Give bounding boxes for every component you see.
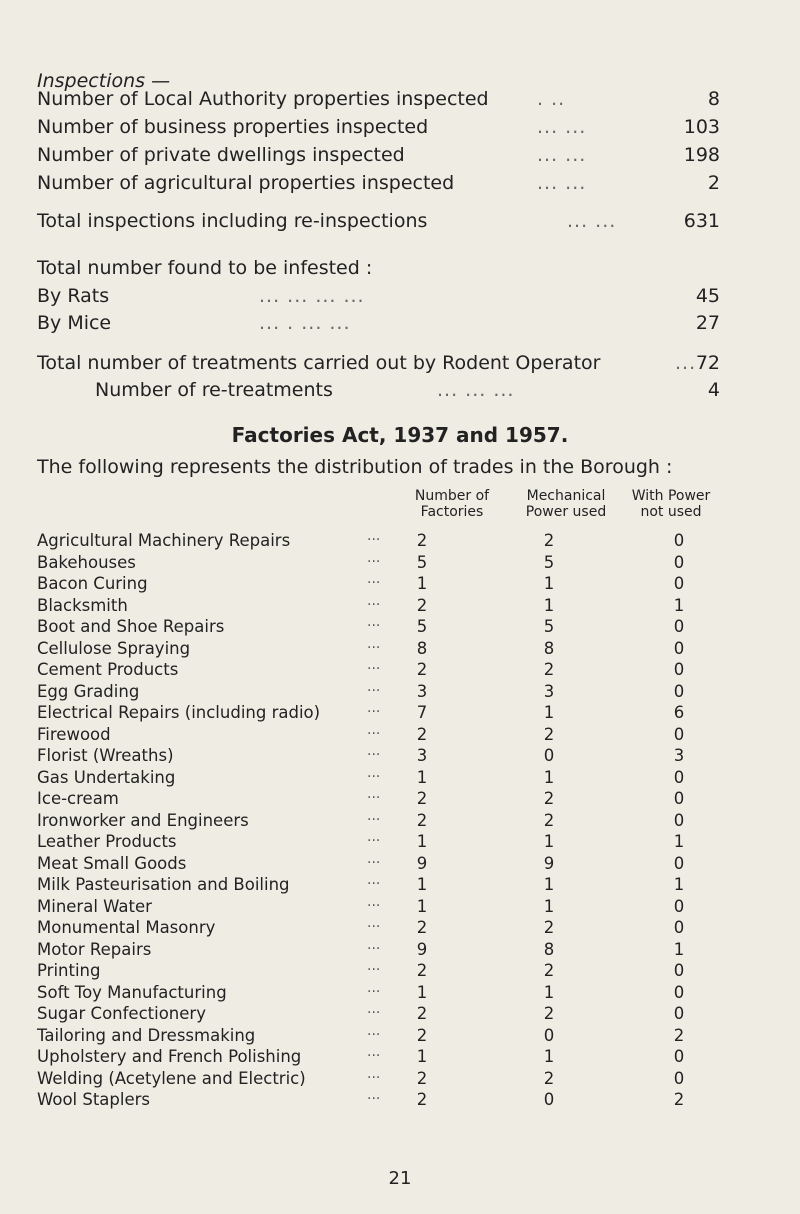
- mechanical-power-count: 5: [543, 617, 555, 636]
- leader-dots: ···: [367, 833, 381, 849]
- table-row: [37, 810, 737, 831]
- mechanical-power-count: 2: [543, 810, 555, 830]
- table-row: [37, 530, 737, 551]
- table-row: [37, 960, 737, 981]
- factories-count: 2: [416, 810, 428, 830]
- factories-count: 1: [416, 767, 428, 787]
- row-label: Number of private dwellings inspected: [37, 144, 405, 166]
- table-row: [37, 595, 737, 616]
- factories-count: 8: [416, 638, 428, 658]
- leader-dots: ···: [367, 1005, 381, 1021]
- column-header-factories: [392, 488, 512, 520]
- table-row: [37, 1089, 737, 1110]
- mechanical-power-count: 2: [543, 789, 555, 808]
- table-row: [37, 917, 737, 938]
- row-label: Total inspections including re-inspections: [37, 210, 428, 232]
- mechanical-power-count: 0: [543, 746, 555, 765]
- without-power-count: 0: [673, 660, 685, 679]
- factories-count: 2: [416, 1004, 428, 1023]
- without-power-count: 2: [673, 1025, 685, 1045]
- table-row: [37, 874, 737, 895]
- row-value: 631: [683, 210, 720, 232]
- table-row: [37, 616, 737, 637]
- column-header-line: Number of: [414, 488, 490, 504]
- leader-dots: ···: [367, 919, 381, 935]
- trade-name: Bakehouses: [37, 552, 136, 572]
- trade-name: Printing: [37, 961, 101, 980]
- leader-dots: ···: [367, 790, 381, 806]
- without-power-count: 0: [673, 681, 685, 701]
- leader-dots: ···: [367, 983, 381, 1000]
- mechanical-power-count: 2: [543, 961, 555, 980]
- factories-count: 5: [416, 552, 428, 572]
- table-row: [37, 659, 737, 680]
- factories-count: 2: [416, 660, 428, 679]
- trade-name: Meat Small Goods: [37, 853, 187, 873]
- table-row: [37, 1025, 737, 1046]
- without-power-count: 0: [673, 918, 685, 937]
- table-row: [37, 896, 737, 917]
- mechanical-power-count: 1: [543, 875, 555, 894]
- leader-dots: ···: [367, 596, 381, 613]
- column-header-line: With Power: [631, 488, 711, 504]
- trade-name: Milk Pasteurisation and Boiling: [37, 875, 290, 894]
- mechanical-power-count: 2: [543, 1004, 555, 1023]
- table-row: [37, 724, 737, 745]
- trade-name: Monumental Masonry: [37, 918, 216, 937]
- table-row: [37, 767, 737, 788]
- mechanical-power-count: 1: [543, 832, 555, 851]
- trade-name: Tailoring and Dressmaking: [37, 1025, 256, 1045]
- inspection-row: [37, 142, 720, 168]
- factories-count: 3: [416, 746, 428, 765]
- mechanical-power-count: 9: [543, 853, 555, 873]
- mechanical-power-count: 1: [543, 767, 555, 787]
- leader-dots: ···: [367, 811, 381, 828]
- row-value: 2: [707, 172, 720, 194]
- trade-name: Motor Repairs: [37, 939, 152, 959]
- trade-name: Bacon Curing: [37, 574, 148, 593]
- leader-dots: ···: [367, 661, 381, 677]
- leader-dots: ···: [367, 747, 381, 763]
- factories-count: 9: [416, 853, 428, 873]
- factories-count: 1: [416, 574, 428, 593]
- factories-count: 2: [416, 531, 428, 550]
- row-value: 8: [707, 88, 720, 110]
- factories-count: 9: [416, 939, 428, 959]
- leader-dots: ... ...: [537, 116, 587, 138]
- trade-name: Agricultural Machinery Repairs: [37, 531, 291, 550]
- without-power-count: 0: [673, 767, 685, 787]
- leader-dots: ···: [367, 962, 381, 978]
- table-row: [37, 788, 737, 809]
- mechanical-power-count: 3: [543, 681, 555, 701]
- trade-name: Firewood: [37, 724, 111, 744]
- leader-dots: ···: [367, 532, 381, 548]
- without-power-count: 1: [673, 875, 685, 894]
- mechanical-power-count: 2: [543, 531, 555, 550]
- infested-heading: [37, 255, 720, 281]
- mechanical-power-count: 1: [543, 982, 555, 1002]
- row-label: Total number found to be infested :: [37, 257, 373, 279]
- trade-name: Florist (Wreaths): [37, 746, 174, 765]
- table-row: [37, 681, 737, 702]
- table-row: [37, 702, 737, 723]
- leader-dots: ···: [367, 682, 381, 699]
- mechanical-power-count: 2: [543, 1068, 555, 1088]
- factories-count: 1: [416, 875, 428, 894]
- leader-dots: ···: [367, 940, 381, 957]
- mechanical-power-count: 1: [543, 1047, 555, 1066]
- without-power-count: 0: [673, 1047, 685, 1066]
- factories-count: 2: [416, 789, 428, 808]
- page-number: 21: [388, 1168, 412, 1189]
- total-inspections-row: [37, 208, 720, 234]
- leader-dots: ... ...: [567, 210, 617, 232]
- row-value: 198: [683, 144, 720, 166]
- row-label: By Mice: [37, 312, 112, 334]
- mechanical-power-count: 0: [543, 1090, 555, 1109]
- factories-count: 1: [416, 832, 428, 851]
- without-power-count: 0: [673, 552, 685, 572]
- leader-dots: ···: [367, 854, 381, 871]
- trade-name: Upholstery and French Polishing: [37, 1047, 302, 1066]
- treatments-row: [37, 350, 720, 376]
- trade-name: Soft Toy Manufacturing: [37, 982, 227, 1002]
- leader-dots: ···: [367, 897, 381, 914]
- leader-dots: ···: [367, 1048, 381, 1064]
- without-power-count: 0: [673, 638, 685, 658]
- column-header-line: Factories: [420, 504, 484, 520]
- row-value: 103: [683, 116, 720, 138]
- row-label: Number of Local Authority properties inspected: [37, 88, 489, 110]
- column-header-line: Power used: [525, 504, 607, 520]
- retreatments-row: [37, 377, 720, 403]
- mechanical-power-count: 1: [543, 896, 555, 916]
- row-value: 27: [695, 312, 720, 334]
- table-row: [37, 745, 737, 766]
- leader-dots: ···: [367, 639, 381, 656]
- without-power-count: 3: [673, 746, 685, 765]
- row-value: 4: [707, 379, 720, 401]
- table-row: [37, 853, 737, 874]
- without-power-count: 6: [673, 703, 685, 722]
- leader-dots: ···: [367, 1091, 381, 1107]
- leader-dots: ... ...: [537, 144, 587, 166]
- factories-count: 2: [416, 961, 428, 980]
- without-power-count: 0: [673, 896, 685, 916]
- table-row: [37, 831, 737, 852]
- leader-dots: ···: [367, 575, 381, 591]
- without-power-count: 1: [673, 595, 685, 615]
- factories-title: Factories Act, 1937 and 1957.: [231, 423, 569, 447]
- inspections-heading: Inspections —: [37, 70, 171, 92]
- mechanical-power-count: 1: [543, 595, 555, 615]
- without-power-count: 0: [673, 853, 685, 873]
- trade-name: Cellulose Spraying: [37, 638, 191, 658]
- leader-dots: ... ... ... ...: [259, 285, 365, 307]
- factories-count: 2: [416, 595, 428, 615]
- table-row: [37, 939, 737, 960]
- without-power-count: 0: [673, 810, 685, 830]
- factories-count: 2: [416, 724, 428, 744]
- leader-dots: ···: [367, 704, 381, 720]
- mechanical-power-count: 8: [543, 638, 555, 658]
- without-power-count: 0: [673, 961, 685, 980]
- without-power-count: 0: [673, 982, 685, 1002]
- factories-count: 1: [416, 982, 428, 1002]
- without-power-count: 1: [673, 939, 685, 959]
- leader-dots: ... ...: [537, 172, 587, 194]
- mechanical-power-count: 1: [543, 703, 555, 722]
- factories-count: 2: [416, 918, 428, 937]
- table-row: [37, 638, 737, 659]
- trade-name: Mineral Water: [37, 896, 152, 916]
- table-row: [37, 1003, 737, 1024]
- factories-count: 5: [416, 617, 428, 636]
- mechanical-power-count: 2: [543, 918, 555, 937]
- column-header-line: Mechanical: [526, 488, 606, 504]
- trade-name: Boot and Shoe Repairs: [37, 617, 225, 636]
- table-row: [37, 552, 737, 573]
- leader-dots: . ..: [537, 88, 566, 110]
- without-power-count: 0: [673, 789, 685, 808]
- table-row: [37, 982, 737, 1003]
- trade-name: Welding (Acetylene and Electric): [37, 1068, 306, 1088]
- table-row: [37, 1046, 737, 1067]
- row-label: Number of business properties inspected: [37, 116, 429, 138]
- factories-count: 2: [416, 1068, 428, 1088]
- rats-row: [37, 283, 720, 309]
- row-value: 72: [695, 352, 720, 374]
- mechanical-power-count: 8: [543, 939, 555, 959]
- factories-count: 3: [416, 681, 428, 701]
- mechanical-power-count: 2: [543, 724, 555, 744]
- without-power-count: 0: [673, 1004, 685, 1023]
- without-power-count: 0: [673, 531, 685, 550]
- trade-name: Ice-cream: [37, 789, 119, 808]
- mechanical-power-count: 5: [543, 552, 555, 572]
- trade-name: Ironworker and Engineers: [37, 810, 249, 830]
- mechanical-power-count: 1: [543, 574, 555, 593]
- trade-name: Sugar Confectionery: [37, 1004, 206, 1023]
- trade-name: Egg Grading: [37, 681, 140, 701]
- factories-count: 1: [416, 1047, 428, 1066]
- without-power-count: 1: [673, 832, 685, 851]
- leader-dots: ... . ... ...: [259, 312, 351, 334]
- trade-name: Cement Products: [37, 660, 179, 679]
- factories-count: 2: [416, 1090, 428, 1109]
- leader-dots: ...: [675, 352, 697, 374]
- mechanical-power-count: 2: [543, 660, 555, 679]
- trade-name: Gas Undertaking: [37, 767, 176, 787]
- column-header-line: not used: [640, 504, 702, 520]
- factories-count: 7: [416, 703, 428, 722]
- without-power-count: 0: [673, 724, 685, 744]
- column-header-without-power: [606, 488, 736, 520]
- leader-dots: ···: [367, 876, 381, 892]
- row-label: Number of re-treatments: [95, 379, 333, 401]
- leader-dots: ···: [367, 618, 381, 634]
- leader-dots: ···: [367, 768, 381, 785]
- mechanical-power-count: 0: [543, 1025, 555, 1045]
- inspection-row: [37, 114, 720, 140]
- row-label: By Rats: [37, 285, 110, 307]
- factories-intro: The following represents the distribution of trades in the Borough :: [37, 456, 673, 478]
- row-label: Total number of treatments carried out by Rodent Operator: [37, 352, 601, 374]
- trade-name: Wool Staplers: [37, 1090, 151, 1109]
- leader-dots: ... ... ...: [437, 379, 515, 401]
- trade-name: Blacksmith: [37, 595, 128, 615]
- trade-name: Leather Products: [37, 832, 177, 851]
- table-row: [37, 573, 737, 594]
- inspection-row: [37, 170, 720, 196]
- inspection-row: [37, 86, 720, 112]
- leader-dots: ···: [367, 725, 381, 742]
- row-label: Number of agricultural properties inspected: [37, 172, 455, 194]
- table-row: [37, 1068, 737, 1089]
- mice-row: [37, 310, 720, 336]
- trade-name: Electrical Repairs (including radio): [37, 703, 321, 722]
- leader-dots: ···: [367, 1026, 381, 1043]
- leader-dots: ···: [367, 553, 381, 570]
- without-power-count: 0: [673, 617, 685, 636]
- without-power-count: 0: [673, 574, 685, 593]
- leader-dots: ···: [367, 1069, 381, 1086]
- factories-count: 1: [416, 896, 428, 916]
- row-value: 45: [695, 285, 720, 307]
- factories-count: 2: [416, 1025, 428, 1045]
- without-power-count: 0: [673, 1068, 685, 1088]
- without-power-count: 2: [673, 1090, 685, 1109]
